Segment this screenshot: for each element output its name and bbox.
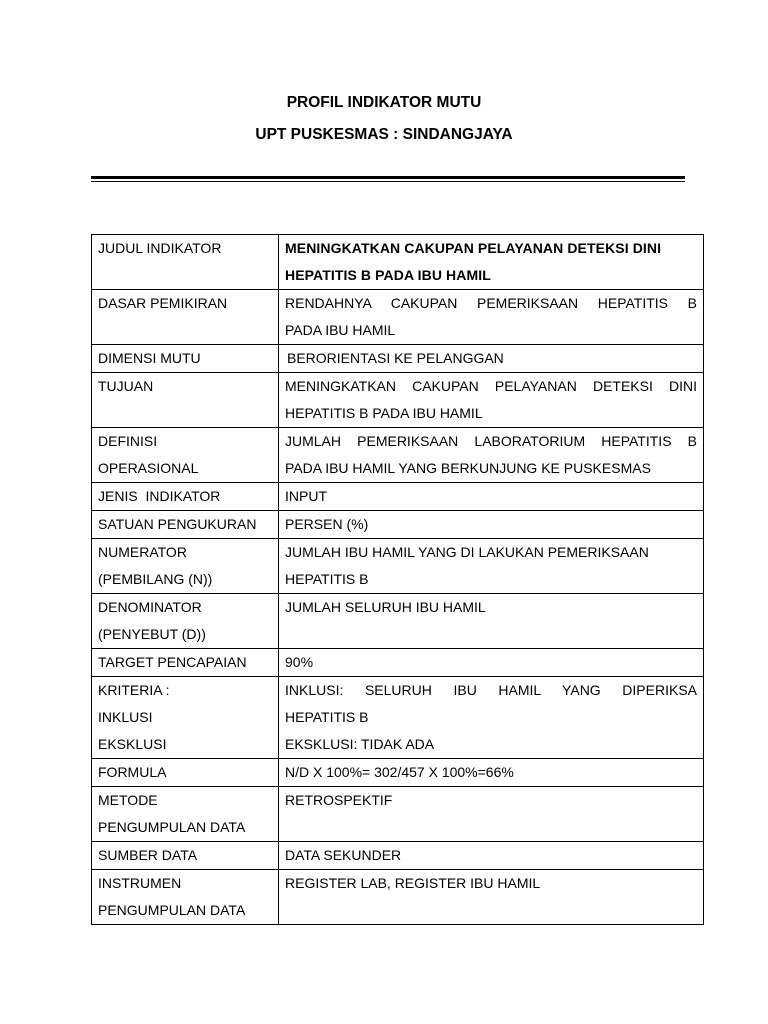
label-text: DENOMINATOR — [98, 599, 202, 615]
value-line: RENDAHNYA CAKUPAN PEMERIKSAAN HEPATITIS B — [285, 295, 697, 311]
value-line: PADA IBU HAMIL — [285, 322, 396, 338]
label-text: KRITERIA : — [98, 682, 170, 698]
row-label — [92, 539, 279, 594]
indicator-profile-table — [91, 234, 704, 925]
row-label — [92, 483, 279, 511]
label-text: DEFINISI — [98, 433, 158, 449]
row-label — [92, 373, 279, 428]
label-text: (PENYEBUT (D)) — [98, 626, 206, 642]
table-row-kriteria — [92, 677, 704, 759]
label-text: SATUAN PENGUKURAN — [98, 516, 257, 532]
table-row-numerator — [92, 539, 704, 594]
label-text: JUDUL INDIKATOR — [98, 240, 222, 256]
value-line: INPUT — [285, 488, 327, 504]
value-line: HEPATITIS B — [285, 709, 369, 725]
label-text: TUJUAN — [98, 378, 154, 394]
row-value — [279, 345, 704, 373]
label-text: INKLUSI — [98, 709, 153, 725]
table-row-metode — [92, 787, 704, 842]
row-value — [279, 677, 704, 759]
value-line: JUMLAH PEMERIKSAAN LABORATORIUM HEPATITIS B — [285, 433, 697, 449]
row-value — [279, 373, 704, 428]
label-text: TARGET PENCAPAIAN — [98, 654, 247, 670]
row-label — [92, 235, 279, 290]
row-value — [279, 594, 704, 649]
row-value — [279, 649, 704, 677]
row-value — [279, 483, 704, 511]
value-line: INKLUSI: SELURUH IBU HAMIL YANG DIPERIKSA — [285, 682, 697, 698]
label-text: DIMENSI MUTU — [98, 350, 201, 366]
label-text: (PEMBILANG (N)) — [98, 571, 213, 587]
table-row-judul — [92, 235, 704, 290]
table-row-target — [92, 649, 704, 677]
header-divider-thick — [91, 176, 685, 179]
row-label — [92, 677, 279, 759]
table-row-denominator — [92, 594, 704, 649]
label-text: OPERASIONAL — [98, 460, 199, 476]
row-label — [92, 649, 279, 677]
row-label — [92, 428, 279, 483]
row-value — [279, 787, 704, 842]
row-value — [279, 870, 704, 925]
row-label — [92, 511, 279, 539]
table-row-dimensi — [92, 345, 704, 373]
label-text: EKSKLUSI — [98, 736, 167, 752]
value-line: 90% — [285, 654, 314, 670]
row-label — [92, 759, 279, 787]
row-label — [92, 290, 279, 345]
value-line: N/D X 100%= 302/457 X 100%=66% — [285, 764, 514, 780]
header-divider-thin — [91, 181, 685, 182]
value-line: HEPATITIS B PADA IBU HAMIL — [285, 267, 491, 283]
value-line: PERSEN (%) — [285, 516, 369, 532]
value-line: PADA IBU HAMIL YANG BERKUNJUNG KE PUSKESMAS — [285, 460, 651, 476]
row-value — [279, 759, 704, 787]
row-value — [279, 290, 704, 345]
label-text: INSTRUMEN — [98, 875, 182, 891]
label-text: JENIS INDIKATOR — [98, 488, 221, 504]
table-row-formula — [92, 759, 704, 787]
value-line: RETROSPEKTIF — [285, 792, 393, 808]
label-text: FORMULA — [98, 764, 167, 780]
table-row-jenis — [92, 483, 704, 511]
table-row-instrumen — [92, 870, 704, 925]
table-row-tujuan — [92, 373, 704, 428]
value-line: BERORIENTASI KE PELANGGAN — [287, 350, 504, 366]
table-row-sumber — [92, 842, 704, 870]
table-row-definisi — [92, 428, 704, 483]
label-text: PENGUMPULAN DATA — [98, 819, 246, 835]
table-row-dasar — [92, 290, 704, 345]
row-label — [92, 787, 279, 842]
row-value — [279, 539, 704, 594]
row-label — [92, 870, 279, 925]
row-value — [279, 511, 704, 539]
label-text: DASAR PEMIKIRAN — [98, 295, 228, 311]
value-line: MENINGKATKAN CAKUPAN PELAYANAN DETEKSI DINI — [285, 240, 662, 256]
value-line: HEPATITIS B — [285, 571, 369, 587]
label-text: SUMBER DATA — [98, 847, 198, 863]
row-label — [92, 594, 279, 649]
label-text: METODE — [98, 792, 158, 808]
row-label — [92, 345, 279, 373]
row-value — [279, 428, 704, 483]
value-line: MENINGKATKAN CAKUPAN PELAYANAN DETEKSI DINI — [285, 378, 697, 394]
value-line: EKSKLUSI: TIDAK ADA — [285, 736, 435, 752]
value-line: HEPATITIS B PADA IBU HAMIL — [285, 405, 483, 421]
table-row-satuan — [92, 511, 704, 539]
label-text: NUMERATOR — [98, 544, 187, 560]
row-value — [279, 842, 704, 870]
row-value — [279, 235, 704, 290]
label-text: PENGUMPULAN DATA — [98, 902, 246, 918]
value-line: DATA SEKUNDER — [285, 847, 402, 863]
document-subtitle: UPT PUSKESMAS : SINDANGJAYA — [255, 126, 513, 143]
document-title: PROFIL INDIKATOR MUTU — [286, 94, 482, 111]
value-line: REGISTER LAB, REGISTER IBU HAMIL — [285, 875, 541, 891]
value-line: JUMLAH IBU HAMIL YANG DI LAKUKAN PEMERIKSAAN — [285, 544, 649, 560]
value-line: JUMLAH SELURUH IBU HAMIL — [285, 599, 486, 615]
row-label — [92, 842, 279, 870]
